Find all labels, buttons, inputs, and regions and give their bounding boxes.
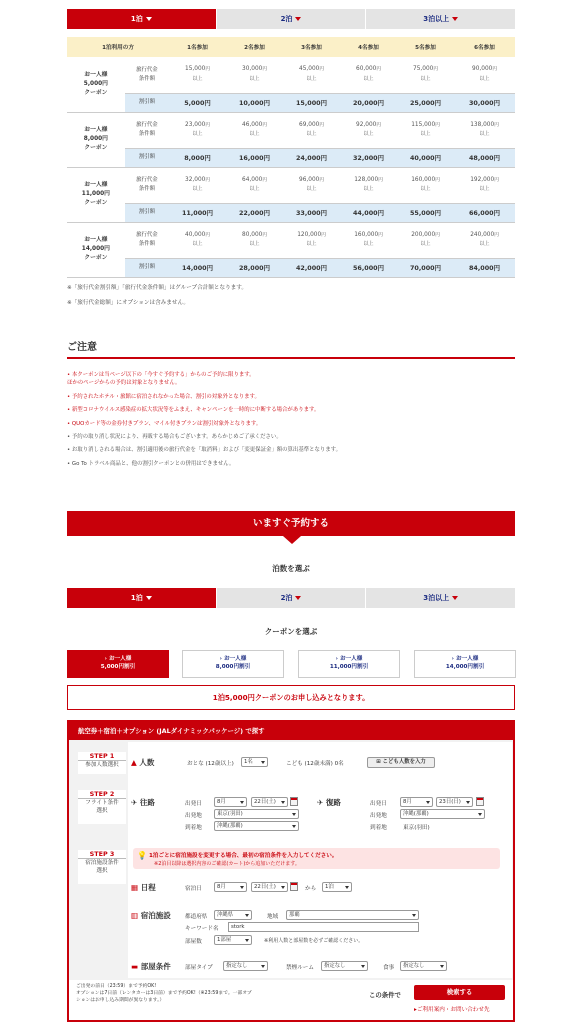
cond-cell: 192,000円 以上 <box>454 167 515 203</box>
disc-cell: 25,000円 <box>397 93 454 112</box>
pref-label: 都道府県 <box>185 914 208 920</box>
chevron-right-icon: › <box>335 656 340 662</box>
tab-nights-2[interactable]: 2泊 <box>216 9 366 29</box>
cond-cell: 120,000円 以上 <box>283 222 340 258</box>
coupon-option-2[interactable]: › お一人様 8,000円割引 <box>182 650 284 678</box>
bullet-icon: • <box>67 407 72 414</box>
tab-select-nights-3[interactable]: 3泊以上 <box>365 588 515 608</box>
table-note: ※「旅行代金割引額」「旅行代金条件額」はグループ合計額となります。 <box>67 285 247 291</box>
bullet-icon: • <box>67 393 72 400</box>
disc-cell: 33,000円 <box>283 203 340 222</box>
room-cond-heading: ▬ 部屋条件 <box>131 962 171 971</box>
cond-cell: 23,000円 以上 <box>169 112 226 148</box>
cond-cell: 240,000円 以上 <box>454 222 515 258</box>
keyword-label: キーワード名 <box>185 926 219 932</box>
header-cell: 5名参加 <box>397 37 454 57</box>
cond-cell: 60,000円 以上 <box>340 57 397 93</box>
disc-cell: 70,000円 <box>397 258 454 277</box>
disc-cell: 32,000円 <box>340 148 397 167</box>
building-icon: ▥ <box>131 911 139 920</box>
cond-cell: 45,000円 以上 <box>283 57 340 93</box>
rooms-select[interactable]: 1部屋 <box>214 935 252 945</box>
rooms-label: 部屋数 <box>185 939 202 945</box>
tab-nights-1[interactable]: 1泊 <box>67 9 216 29</box>
plane-icon: ✈ <box>317 798 324 807</box>
caution-divider <box>67 357 515 359</box>
ret-from-label: 出発地 <box>370 813 387 819</box>
people-heading: ▲ 人数 <box>131 758 155 767</box>
disc-cell: 5,000円 <box>169 93 226 112</box>
plane-icon: ✈ <box>131 798 138 807</box>
out-date-label: 出発日 <box>185 801 202 807</box>
checkin-month-select[interactable]: 8月 <box>214 882 247 892</box>
header-cell: 1名参加 <box>169 37 226 57</box>
chevron-right-icon: › <box>451 656 456 662</box>
table-row <box>67 112 515 148</box>
bullet-icon: • <box>67 372 72 378</box>
tab-nights-3[interactable]: 3泊以上 <box>365 9 515 29</box>
disc-cell: 84,000円 <box>454 258 515 277</box>
caret-down-icon <box>146 596 152 600</box>
ret-month-select[interactable]: 8月 <box>400 797 433 807</box>
step-1: STEP 1 参加人数選択 <box>78 752 126 774</box>
table-row <box>67 203 515 222</box>
cond-cell: 128,000円 以上 <box>340 167 397 203</box>
caret-down-icon <box>295 17 301 21</box>
schedule-heading: ▦ 日程 <box>131 883 156 892</box>
nights-heading: 泊数を選ぶ <box>272 564 310 573</box>
person-icon: ▲ <box>131 758 137 767</box>
disc-label: 割引額 <box>125 93 169 112</box>
tab-select-nights-2[interactable]: 2泊 <box>216 588 366 608</box>
coupon-label: お一人様 5,000円 クーポン <box>67 57 125 112</box>
ret-to-value: 東京(羽田) <box>403 825 430 831</box>
tab-select-nights-1[interactable]: 1泊 <box>67 588 216 608</box>
disc-cell: 48,000円 <box>454 148 515 167</box>
header-cell: 4名参加 <box>340 37 397 57</box>
top-nights-tabs <box>67 9 515 29</box>
disc-cell: 28,000円 <box>226 258 283 277</box>
disc-cell: 14,000円 <box>169 258 226 277</box>
disc-cell: 55,000円 <box>397 203 454 222</box>
disc-cell: 30,000円 <box>454 93 515 112</box>
table-row <box>67 222 515 258</box>
coupon-option-4[interactable]: › お一人様 14,000円割引 <box>414 650 516 678</box>
disc-cell: 10,000円 <box>226 93 283 112</box>
coupon-option-1[interactable]: › お一人様 5,000円割引 <box>67 650 169 678</box>
caution-list <box>67 371 515 473</box>
caret-down-icon <box>146 17 152 21</box>
disc-cell: 42,000円 <box>283 258 340 277</box>
ret-day-select[interactable]: 23日(日) <box>436 797 473 807</box>
disc-cell: 66,000円 <box>454 203 515 222</box>
coupon-label: お一人様 11,000円 クーポン <box>67 167 125 222</box>
out-month-select[interactable]: 8月 <box>214 797 247 807</box>
out-from-select[interactable]: 東京(羽田) <box>214 809 299 819</box>
cond-cell: 160,000円 以上 <box>397 167 454 203</box>
step-3: STEP 3 宿泊施設条件 選択 <box>78 850 126 884</box>
header-cell: 3名参加 <box>283 37 340 57</box>
bullet-icon: • <box>67 460 72 467</box>
out-to-label: 到着地 <box>185 825 202 831</box>
ret-date-label: 出発日 <box>370 801 387 807</box>
disc-label: 割引額 <box>125 203 169 222</box>
smoking-select[interactable]: 指定なし <box>321 961 368 971</box>
search-label: この条件で <box>369 991 401 999</box>
table-row <box>67 167 515 203</box>
checkin-label: 宿泊日 <box>185 886 202 892</box>
keyword-input[interactable]: stork <box>228 922 419 932</box>
child-count-button[interactable]: ⊞ こども人数を入力 <box>367 757 435 768</box>
warning-sub: ※2泊目以降は選択内容のご確認(カート)から追加いただけます。 <box>154 861 300 867</box>
out-to-select[interactable]: 沖縄(那覇) <box>214 821 299 831</box>
cond-cell: 92,000円 以上 <box>340 112 397 148</box>
chevron-right-icon: › <box>219 656 224 662</box>
calendar-icon: ▦ <box>131 883 139 892</box>
footer-note: ご出発の前日（23:59）まで予約OK! オプションは7日前（レンタカーは3日前）まで予約OK!（※23:59まで。一部オプ ションはお申し込み期間が異なります。） <box>76 984 252 1003</box>
from-label: から <box>305 886 317 892</box>
cond-cell: 64,000円 以上 <box>226 167 283 203</box>
disc-cell: 16,000円 <box>226 148 283 167</box>
adult-select[interactable]: 1名 <box>241 757 268 767</box>
disc-cell: 20,000円 <box>340 93 397 112</box>
warning-text: 1泊ごとに宿泊施設を変更する場合、最初の宿泊条件を入力してください。 <box>149 853 338 859</box>
step-2: STEP 2 フライト条件 選択 <box>78 790 126 824</box>
meal-label: 食事 <box>383 965 395 971</box>
caution-item: • 予約されたホテル・旅館に宿泊されなかった場合、割引の対象外となります。 <box>67 393 260 400</box>
cond-cell: 80,000円 以上 <box>226 222 283 258</box>
chevron-right-icon: › <box>104 656 109 662</box>
pref-select[interactable]: 沖縄県 <box>214 910 252 920</box>
disc-label: 割引額 <box>125 148 169 167</box>
form-title: 航空券＋宿泊＋オプション (JALダイナミックパッケージ) で探す <box>69 722 513 740</box>
table-row <box>67 57 515 93</box>
checkin-day-select[interactable]: 22日(土) <box>251 882 288 892</box>
disc-cell: 44,000円 <box>340 203 397 222</box>
caret-down-icon <box>452 17 458 21</box>
caution-item: • お取り消しされる場合は、割引適用後の旅行代金を「取消料」および「変更保証金」額の算出基準となります。 <box>67 447 342 454</box>
cond-cell: 40,000円 以上 <box>169 222 226 258</box>
coupon-table <box>67 37 515 278</box>
rooms-note: ※利用人数と部屋数を必ずご確認ください。 <box>264 938 364 944</box>
cond-label: 旅行代金 条件額 <box>125 222 169 258</box>
smoking-label: 禁煙ルーム <box>286 965 314 971</box>
nights-select[interactable]: 1泊 <box>322 882 352 892</box>
return-heading: ✈ 復路 <box>317 798 341 807</box>
cond-label: 旅行代金 条件額 <box>125 57 169 93</box>
caution-item: • QUOカード等の金券付きプラン、マイル付きプランは割引対象外となります。 <box>67 420 262 427</box>
bullet-icon: • <box>67 433 72 440</box>
ret-from-select[interactable]: 沖縄(那覇) <box>400 809 485 819</box>
cond-cell: 46,000円 以上 <box>226 112 283 148</box>
meal-select[interactable]: 指定なし <box>400 961 447 971</box>
disc-cell: 11,000円 <box>169 203 226 222</box>
cond-cell: 115,000円 以上 <box>397 112 454 148</box>
coupon-notice: 1泊5,000円クーポンのお申し込みとなります。 <box>67 685 515 710</box>
cond-cell: 69,000円 以上 <box>283 112 340 148</box>
ret-to-label: 到着地 <box>370 825 387 831</box>
cond-cell: 200,000円 以上 <box>397 222 454 258</box>
cond-cell: 75,000円 以上 <box>397 57 454 93</box>
plus-icon: ⊞ <box>376 759 381 765</box>
book-now-banner: いますぐ予約する <box>67 511 515 536</box>
room-type-select[interactable]: 指定なし <box>223 961 268 971</box>
cond-label: 旅行代金 条件額 <box>125 112 169 148</box>
disc-cell: 56,000円 <box>340 258 397 277</box>
table-row <box>67 148 515 167</box>
room-type-label: 部屋タイプ <box>185 965 213 971</box>
cond-cell: 90,000円 以上 <box>454 57 515 93</box>
cond-cell: 32,000円 以上 <box>169 167 226 203</box>
banner-arrow <box>283 536 301 544</box>
disc-cell: 40,000円 <box>397 148 454 167</box>
cond-cell: 160,000円 以上 <box>340 222 397 258</box>
bullet-icon: • <box>67 420 72 427</box>
caution-item: • Go To トラベル商品と、他の割引クーポンとの併用はできません。 <box>67 460 235 467</box>
lightbulb-icon: 💡 <box>137 851 147 860</box>
bullet-icon: • <box>67 447 72 454</box>
table-row <box>67 93 515 112</box>
table-note: ※「旅行代金総額」にオプションは含みません。 <box>67 300 189 306</box>
child-label: こども (12歳未満) 0名 <box>286 761 344 767</box>
table-row <box>67 258 515 277</box>
adult-label: おとな (12歳以上) <box>187 761 234 767</box>
header-cell: 6名参加 <box>454 37 515 57</box>
header-cell: 1泊利用の方 <box>67 37 169 57</box>
calendar-icon[interactable] <box>290 797 298 806</box>
disc-cell: 22,000円 <box>226 203 283 222</box>
caution-title: ご注意 <box>67 342 97 353</box>
arrow-icon: ▸ <box>414 1007 417 1013</box>
disc-label: 割引額 <box>125 258 169 277</box>
caution-item: • 新型コロナウイルス感染症の拡大状況等をふまえ、キャンペーンを一時的に中断する場合があります。 <box>67 407 320 414</box>
calendar-icon[interactable] <box>290 882 298 891</box>
cond-cell: 15,000円 以上 <box>169 57 226 93</box>
disc-cell: 24,000円 <box>283 148 340 167</box>
area-label: 地域 <box>267 914 279 920</box>
warning-box <box>133 848 500 869</box>
coupon-label: お一人様 14,000円 クーポン <box>67 222 125 277</box>
caution-item: • 予約の取り消し状況により、再販する場合もございます。あらかじめご了承ください。 <box>67 433 282 440</box>
out-from-label: 出発地 <box>185 813 202 819</box>
table-header-row <box>67 37 515 57</box>
coupon-heading: クーポンを選ぶ <box>264 627 318 636</box>
calendar-icon[interactable] <box>476 797 484 806</box>
area-select[interactable]: 那覇 <box>286 910 419 920</box>
coupon-option-3[interactable]: › お一人様 11,000円割引 <box>298 650 400 678</box>
bed-icon: ▬ <box>131 962 139 971</box>
out-day-select[interactable]: 22日(土) <box>251 797 288 807</box>
hotel-heading: ▥ 宿泊施設 <box>131 911 171 920</box>
caution-item: • 本クーポンは当ページ以下の「今すぐ予約する」からのご予約に限ります。 ほかのページからの予約は対象となりません。 <box>67 372 255 387</box>
cond-cell: 138,000円 以上 <box>454 112 515 148</box>
caret-down-icon <box>295 596 301 600</box>
cond-label: 旅行代金 条件額 <box>125 167 169 203</box>
help-link[interactable]: ▸ご利用案内・お問い合わせ先 <box>414 1007 490 1013</box>
header-cell: 2名参加 <box>226 37 283 57</box>
coupon-label: お一人様 8,000円 クーポン <box>67 112 125 167</box>
disc-cell: 15,000円 <box>283 93 340 112</box>
outbound-heading: ✈ 往路 <box>131 798 155 807</box>
caret-down-icon <box>452 596 458 600</box>
nights-tabs <box>67 588 515 608</box>
search-button[interactable]: 検索する <box>414 985 505 1000</box>
cond-cell: 30,000円 以上 <box>226 57 283 93</box>
disc-cell: 8,000円 <box>169 148 226 167</box>
cond-cell: 96,000円 以上 <box>283 167 340 203</box>
